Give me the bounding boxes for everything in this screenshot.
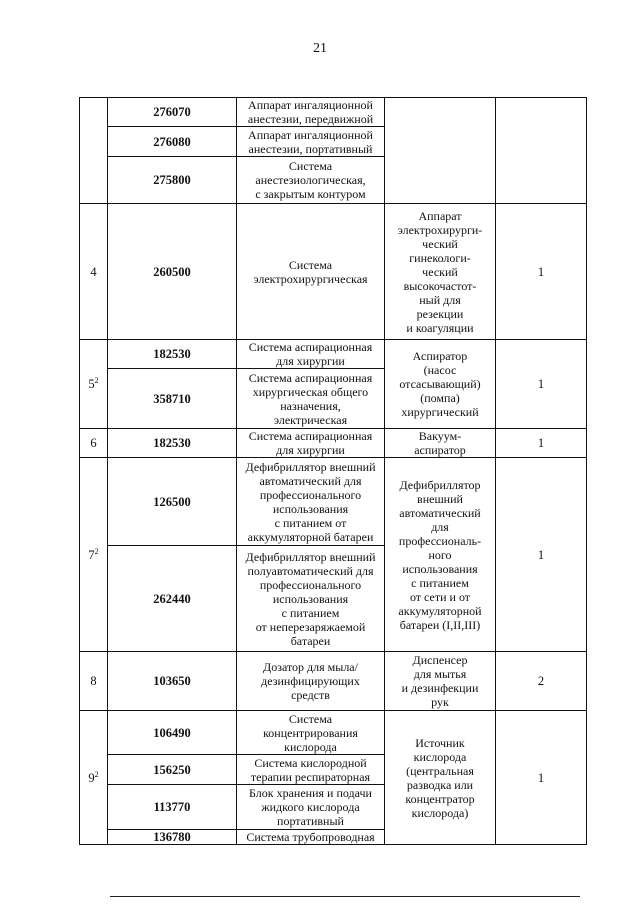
row-number: 5 (88, 377, 95, 391)
equipment-cell: Диспенсер для мытья и дезинфекции рук (385, 652, 496, 711)
name-cell: Дозатор для мыла/ дезинфицирующих средств (237, 652, 385, 711)
quantity-cell: 1 (496, 458, 587, 652)
code-cell: 276070 (108, 98, 237, 127)
row-number: 7 (88, 547, 95, 562)
name-cell: Аппарат ингаляционной анестезии, передвижной (237, 98, 385, 127)
row-number-cell (80, 711, 108, 845)
table-row (80, 429, 587, 458)
name-cell: Система концентрирования кислорода (237, 711, 385, 755)
quantity-cell: 2 (496, 652, 587, 711)
quantity-cell: 1 (496, 711, 587, 845)
table-row (80, 340, 587, 369)
table-row (80, 652, 587, 711)
code-cell: 106490 (108, 711, 237, 755)
code-cell: 275800 (108, 157, 237, 204)
row-number-cell: 4 (80, 204, 108, 340)
row-number-cell (80, 340, 108, 429)
code-cell: 156250 (108, 755, 237, 785)
row-number-superscript: 2 (94, 769, 99, 779)
row-number-cell (80, 98, 108, 204)
name-cell: Блок хранения и подачи жидкого кислорода портативный (237, 785, 385, 830)
row-number-superscript: 2 (94, 546, 99, 556)
equipment-table (79, 97, 587, 845)
code-cell: 182530 (108, 340, 237, 369)
row-number-superscript: 2 (94, 375, 99, 385)
name-cell: Аппарат ингаляционной анестезии, портативный (237, 127, 385, 157)
quantity-cell: 1 (496, 340, 587, 429)
code-cell: 358710 (108, 369, 237, 429)
row-number: 9 (88, 770, 95, 785)
equipment-cell (385, 98, 496, 204)
code-cell: 103650 (108, 652, 237, 711)
table-row (80, 204, 587, 340)
row-number-cell (80, 458, 108, 652)
name-cell: Система аспирационная хирургическая общего назначения, электрическая (237, 369, 385, 429)
name-cell: Дефибриллятор внешний автоматический для профессионального использования с питанием от аккумуляторной батареи (237, 458, 385, 546)
name-cell: Система трубопроводная (237, 830, 385, 845)
code-cell: 126500 (108, 458, 237, 546)
code-cell: 182530 (108, 429, 237, 458)
table-row (80, 98, 587, 127)
quantity-cell: 1 (496, 204, 587, 340)
page-number: 21 (313, 41, 327, 56)
code-cell: 136780 (108, 830, 237, 845)
name-cell: Система электрохирургическая (237, 204, 385, 340)
page-bottom-rule (110, 896, 580, 897)
name-cell: Система анестезиологическая, с закрытым контуром (237, 157, 385, 204)
code-cell: 260500 (108, 204, 237, 340)
name-cell: Дефибриллятор внешний полуавтоматический для профессионального использования с питанием от неперезаряжаемой батареи (237, 546, 385, 652)
table-row (80, 711, 587, 755)
equipment-cell: Вакуум- аспиратор (385, 429, 496, 458)
code-cell: 276080 (108, 127, 237, 157)
code-cell: 262440 (108, 546, 237, 652)
row-number-cell: 6 (80, 429, 108, 458)
equipment-cell: Дефибриллятор внешний автоматический для профессиональ- ного использования с питанием от сети и от аккумуляторной батареи (I,II,III) (385, 458, 496, 652)
equipment-cell: Аспиратор (насос отсасывающий) (помпа) хирургический (385, 340, 496, 429)
code-cell: 113770 (108, 785, 237, 830)
name-cell: Система аспирационная для хирургии (237, 340, 385, 369)
name-cell: Система аспирационная для хирургии (237, 429, 385, 458)
equipment-cell: Источник кислорода (центральная разводка или концентратор кислорода) (385, 711, 496, 845)
table-row (80, 458, 587, 546)
quantity-cell (496, 98, 587, 204)
row-number-cell: 8 (80, 652, 108, 711)
quantity-cell: 1 (496, 429, 587, 458)
name-cell: Система кислородной терапии респираторная (237, 755, 385, 785)
equipment-cell: Аппарат электрохирурги- ческий гинекологи- ческий высокочастот- ный для резекции и коагуляции (385, 204, 496, 340)
